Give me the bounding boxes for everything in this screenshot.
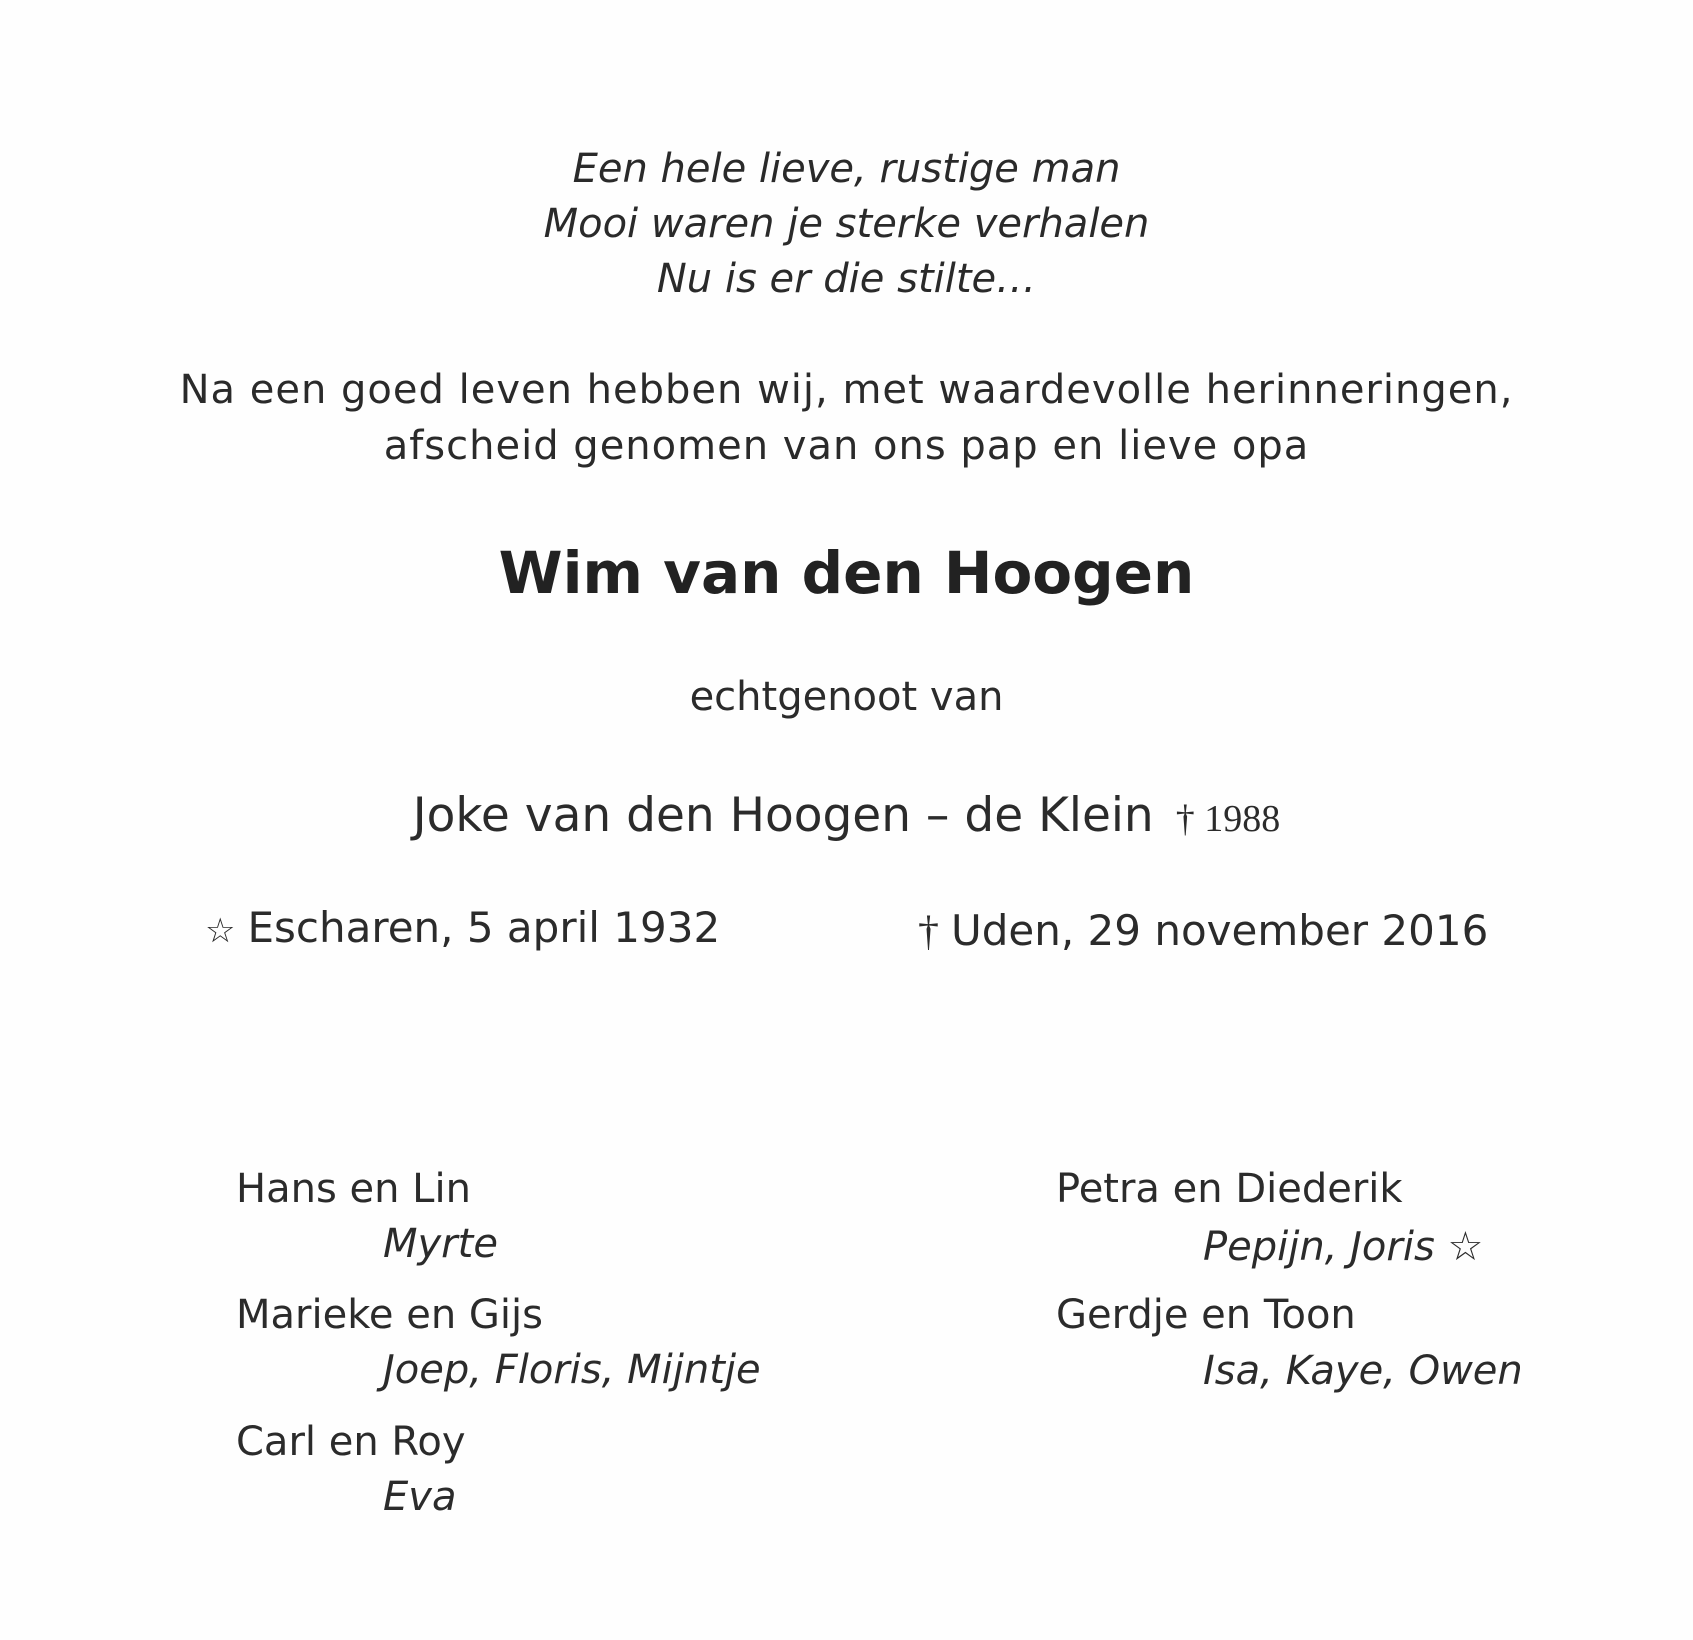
- family-parents-5: Gerdje en Toon: [1056, 1292, 1356, 1338]
- cross-icon: †: [918, 909, 939, 955]
- poem-line-1: Een hele lieve, rustige man: [572, 146, 1121, 192]
- star-icon: ☆: [205, 911, 236, 951]
- family-children-3: Eva: [383, 1474, 457, 1520]
- family-children-1: Myrte: [383, 1221, 498, 1267]
- family-parents-3: Carl en Roy: [236, 1419, 466, 1465]
- family-parents-2: Marieke en Gijs: [236, 1292, 543, 1338]
- intro-line-1: Na een goed leven hebben wij, met waardevolle herinneringen,: [179, 367, 1514, 413]
- poem-line-2: Mooi waren je sterke verhalen: [543, 201, 1150, 247]
- spouse-label: echtgenoot van: [689, 674, 1004, 720]
- deceased-name: Wim van den Hoogen: [498, 539, 1195, 607]
- spouse-line: [0, 786, 1693, 849]
- cross-icon: †: [1175, 798, 1195, 840]
- birth-date: [205, 900, 720, 959]
- spouse-death-year: [1176, 798, 1281, 840]
- death-date: [918, 903, 1488, 960]
- family-children-4: Pepijn, Joris ☆: [1203, 1224, 1484, 1270]
- poem-line-3: Nu is er die stilte…: [656, 256, 1037, 302]
- spouse-death-year-value: 1988: [1204, 798, 1281, 840]
- death-text: Uden, 29 november 2016: [951, 906, 1489, 955]
- birth-text: Escharen, 5 april 1932: [247, 903, 721, 952]
- intro-line-2: afscheid genomen van ons pap en lieve opa: [383, 423, 1310, 469]
- family-children-5: Isa, Kaye, Owen: [1203, 1348, 1523, 1394]
- family-children-2: Joep, Floris, Mijntje: [383, 1347, 761, 1393]
- family-parents-4: Petra en Diederik: [1056, 1166, 1403, 1212]
- family-parents-1: Hans en Lin: [236, 1166, 471, 1212]
- spouse-name: Joke van den Hoogen – de Klein: [412, 788, 1154, 843]
